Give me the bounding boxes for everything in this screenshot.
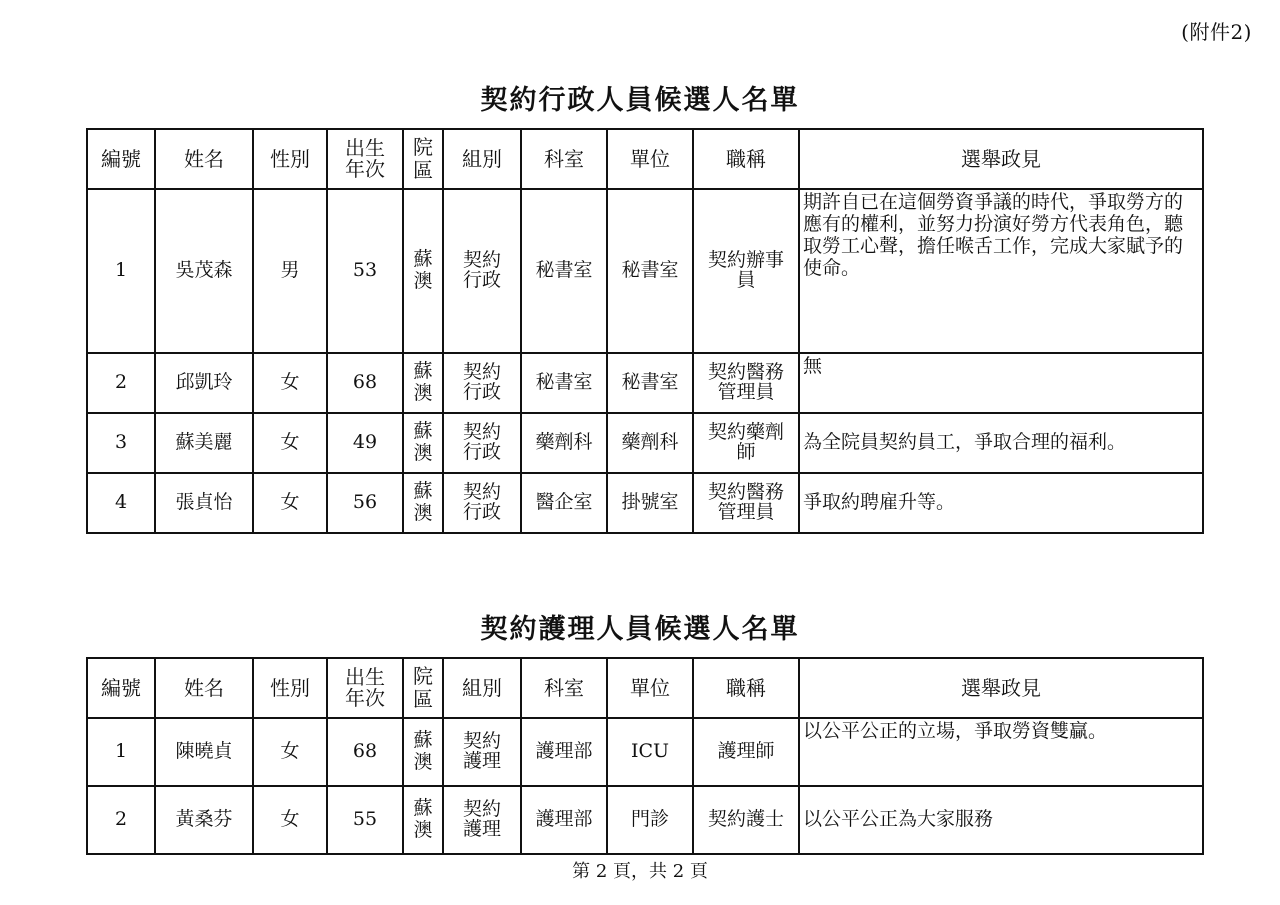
header-unit: 單位 bbox=[607, 129, 693, 189]
cell-dept: 秘書室 bbox=[521, 189, 607, 353]
header-dept: 科室 bbox=[521, 658, 607, 718]
cell-no: 2 bbox=[87, 353, 155, 413]
cell-group: 契約 行政 bbox=[443, 189, 521, 353]
cell-statement: 為全院員契約員工，爭取合理的福利。 bbox=[799, 413, 1203, 473]
header-birth: 出生 年次 bbox=[327, 658, 403, 718]
cell-dept: 醫企室 bbox=[521, 473, 607, 533]
cell-dept: 護理部 bbox=[521, 786, 607, 854]
cell-campus: 蘇 澳 bbox=[403, 473, 443, 533]
cell-title: 契約醫務 管理員 bbox=[693, 353, 799, 413]
cell-unit: 藥劑科 bbox=[607, 413, 693, 473]
cell-unit: ICU bbox=[607, 718, 693, 786]
cell-unit: 秘書室 bbox=[607, 353, 693, 413]
table-header-row bbox=[87, 129, 1203, 189]
cell-title: 契約護士 bbox=[693, 786, 799, 854]
table-row bbox=[87, 189, 1203, 353]
header-name: 姓名 bbox=[155, 129, 253, 189]
cell-no: 4 bbox=[87, 473, 155, 533]
cell-statement: 以公平公正的立場，爭取勞資雙贏。 bbox=[799, 718, 1203, 786]
cell-group: 契約 護理 bbox=[443, 718, 521, 786]
cell-birth: 56 bbox=[327, 473, 403, 533]
cell-dept: 藥劑科 bbox=[521, 413, 607, 473]
cell-statement: 以公平公正為大家服務 bbox=[799, 786, 1203, 854]
cell-campus: 蘇 澳 bbox=[403, 718, 443, 786]
cell-title: 契約藥劑 師 bbox=[693, 413, 799, 473]
header-sex: 性別 bbox=[253, 658, 327, 718]
cell-campus: 蘇 澳 bbox=[403, 786, 443, 854]
header-campus: 院 區 bbox=[403, 129, 443, 189]
cell-birth: 68 bbox=[327, 353, 403, 413]
cell-sex: 男 bbox=[253, 189, 327, 353]
header-group: 組別 bbox=[443, 129, 521, 189]
cell-title: 契約醫務 管理員 bbox=[693, 473, 799, 533]
header-campus: 院 區 bbox=[403, 658, 443, 718]
table-row bbox=[87, 353, 1203, 413]
header-name: 姓名 bbox=[155, 658, 253, 718]
cell-sex: 女 bbox=[253, 786, 327, 854]
header-group: 組別 bbox=[443, 658, 521, 718]
cell-name: 陳曉貞 bbox=[155, 718, 253, 786]
cell-sex: 女 bbox=[253, 353, 327, 413]
cell-unit: 秘書室 bbox=[607, 189, 693, 353]
cell-birth: 49 bbox=[327, 413, 403, 473]
cell-title: 護理師 bbox=[693, 718, 799, 786]
cell-no: 3 bbox=[87, 413, 155, 473]
cell-statement: 爭取約聘雇升等。 bbox=[799, 473, 1203, 533]
table-row bbox=[87, 786, 1203, 854]
cell-sex: 女 bbox=[253, 413, 327, 473]
cell-statement: 無 bbox=[799, 353, 1203, 413]
cell-birth: 68 bbox=[327, 718, 403, 786]
cell-sex: 女 bbox=[253, 473, 327, 533]
table-header-row bbox=[87, 658, 1203, 718]
header-title: 職稱 bbox=[693, 658, 799, 718]
cell-sex: 女 bbox=[253, 718, 327, 786]
cell-no: 1 bbox=[87, 718, 155, 786]
table-row bbox=[87, 473, 1203, 533]
header-unit: 單位 bbox=[607, 658, 693, 718]
cell-title: 契約辦事 員 bbox=[693, 189, 799, 353]
cell-birth: 53 bbox=[327, 189, 403, 353]
cell-dept: 秘書室 bbox=[521, 353, 607, 413]
cell-no: 1 bbox=[87, 189, 155, 353]
table-row bbox=[87, 718, 1203, 786]
attachment-label: (附件2) bbox=[1181, 20, 1252, 44]
cell-group: 契約 護理 bbox=[443, 786, 521, 854]
cell-statement: 期許自已在這個勞資爭議的時代，爭取勞方的應有的權利，並努力扮演好勞方代表角色，聽取勞工心聲，擔任喉舌工作，完成大家賦予的使命。 bbox=[799, 189, 1203, 353]
cell-name: 邱凱玲 bbox=[155, 353, 253, 413]
admin-candidates-table bbox=[86, 128, 1204, 534]
cell-name: 吳茂森 bbox=[155, 189, 253, 353]
header-dept: 科室 bbox=[521, 129, 607, 189]
nurse-candidates-table bbox=[86, 657, 1204, 855]
cell-unit: 掛號室 bbox=[607, 473, 693, 533]
cell-campus: 蘇 澳 bbox=[403, 189, 443, 353]
cell-name: 黃桑芬 bbox=[155, 786, 253, 854]
header-title: 職稱 bbox=[693, 129, 799, 189]
cell-dept: 護理部 bbox=[521, 718, 607, 786]
cell-unit: 門診 bbox=[607, 786, 693, 854]
cell-name: 張貞怡 bbox=[155, 473, 253, 533]
header-no: 編號 bbox=[87, 658, 155, 718]
cell-name: 蘇美麗 bbox=[155, 413, 253, 473]
cell-birth: 55 bbox=[327, 786, 403, 854]
cell-campus: 蘇 澳 bbox=[403, 413, 443, 473]
header-no: 編號 bbox=[87, 129, 155, 189]
header-sex: 性別 bbox=[253, 129, 327, 189]
admin-table-title: 契約行政人員候選人名單 bbox=[480, 85, 800, 116]
cell-no: 2 bbox=[87, 786, 155, 854]
header-statement: 選舉政見 bbox=[799, 129, 1203, 189]
header-birth: 出生 年次 bbox=[327, 129, 403, 189]
cell-group: 契約 行政 bbox=[443, 473, 521, 533]
cell-group: 契約 行政 bbox=[443, 413, 521, 473]
page-footer: 第 2 頁，共 2 頁 bbox=[572, 861, 708, 882]
table-row bbox=[87, 413, 1203, 473]
cell-campus: 蘇 澳 bbox=[403, 353, 443, 413]
cell-group: 契約 行政 bbox=[443, 353, 521, 413]
header-statement: 選舉政見 bbox=[799, 658, 1203, 718]
nurse-table-title: 契約護理人員候選人名單 bbox=[480, 614, 800, 645]
